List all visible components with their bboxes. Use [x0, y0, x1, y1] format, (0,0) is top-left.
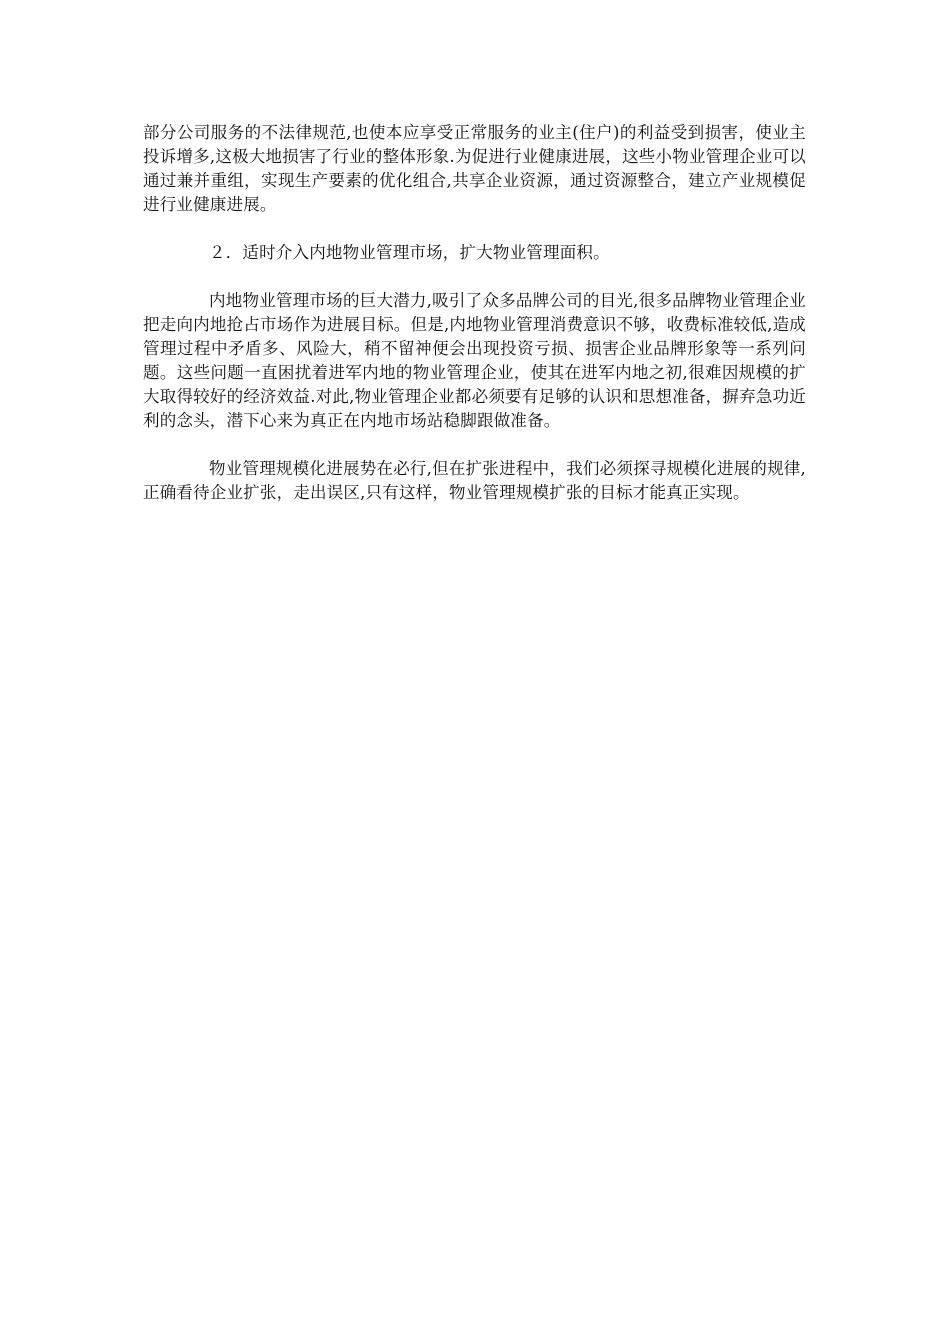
section-heading-inland-market: ２．适时介入内地物业管理市场，扩大物业管理面积。	[209, 243, 610, 262]
paragraph-conclusion: 物业管理规模化进展势在必行,但在扩张进程中，我们必须探寻规模化进展的规律,正确看待企业扩张，走出误区,只有这样，物业管理规模扩张的目标才能真正实现。	[143, 459, 806, 502]
document-body	[143, 121, 806, 505]
paragraph-inland-market-potential: 内地物业管理市场的巨大潜力,吸引了众多品牌公司的目光,很多品牌物业管理企业把走向内地抢占市场作为进展目标。但是,内地物业管理消费意识不够，收费标准较低,造成管理过程中矛盾多、风险大，稍不留神便会出现投资亏损、损害企业品牌形象等一系列问题。这些问题一直困扰着进军内地的物业管理企业，使其在进军内地之初,很难因规模的扩大取得较好的经济效益.对此,物业管理企业都必须要有足够的认识和思想准备，摒弃急功近利的念头，潜下心来为真正在内地市场站稳脚跟做准备。	[143, 291, 806, 430]
paragraph-industry-consolidation: 部分公司服务的不法律规范,也使本应享受正常服务的业主(住户)的利益受到损害，使业主投诉增多,这极大地损害了行业的整体形象.为促进行业健康进展，这些小物业管理企业可以通过兼并重组，实现生产要素的优化组合,共享企业资源，通过资源整合，建立产业规模促进行业健康进展。	[143, 123, 806, 214]
